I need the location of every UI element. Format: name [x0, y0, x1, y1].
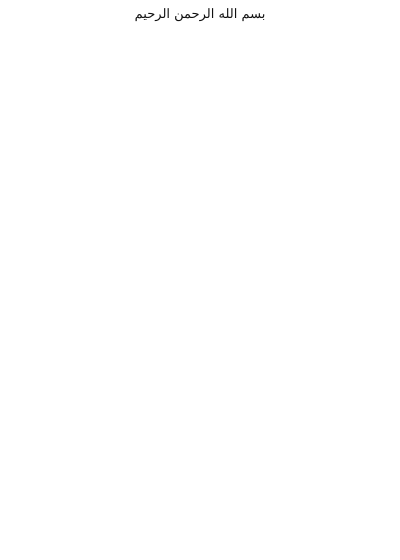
- text-line: [8, 322, 394, 343]
- text-line: [8, 343, 394, 364]
- text-line: [8, 197, 394, 218]
- text-line: [8, 155, 394, 176]
- text-line: [8, 30, 394, 51]
- text-line: [8, 448, 394, 469]
- text-line: [8, 114, 394, 135]
- text-line: [8, 72, 394, 93]
- text-line: [8, 490, 394, 511]
- text-line: [8, 531, 394, 552]
- basmala-heading: بسم الله الرحمن الرحيم: [134, 7, 266, 22]
- text-line: [8, 385, 394, 406]
- manuscript-body: [8, 30, 394, 554]
- text-line: [8, 218, 394, 239]
- text-line: [8, 93, 394, 114]
- text-line: [8, 239, 394, 260]
- text-line: [8, 427, 394, 448]
- text-line: [8, 302, 394, 323]
- text-line: [8, 406, 394, 427]
- text-line: [8, 134, 394, 155]
- text-line: [8, 510, 394, 531]
- text-line: [8, 260, 394, 281]
- text-line: [8, 281, 394, 302]
- text-line: [8, 176, 394, 197]
- text-line: [8, 469, 394, 490]
- text-line: [8, 364, 394, 385]
- text-line: [8, 51, 394, 72]
